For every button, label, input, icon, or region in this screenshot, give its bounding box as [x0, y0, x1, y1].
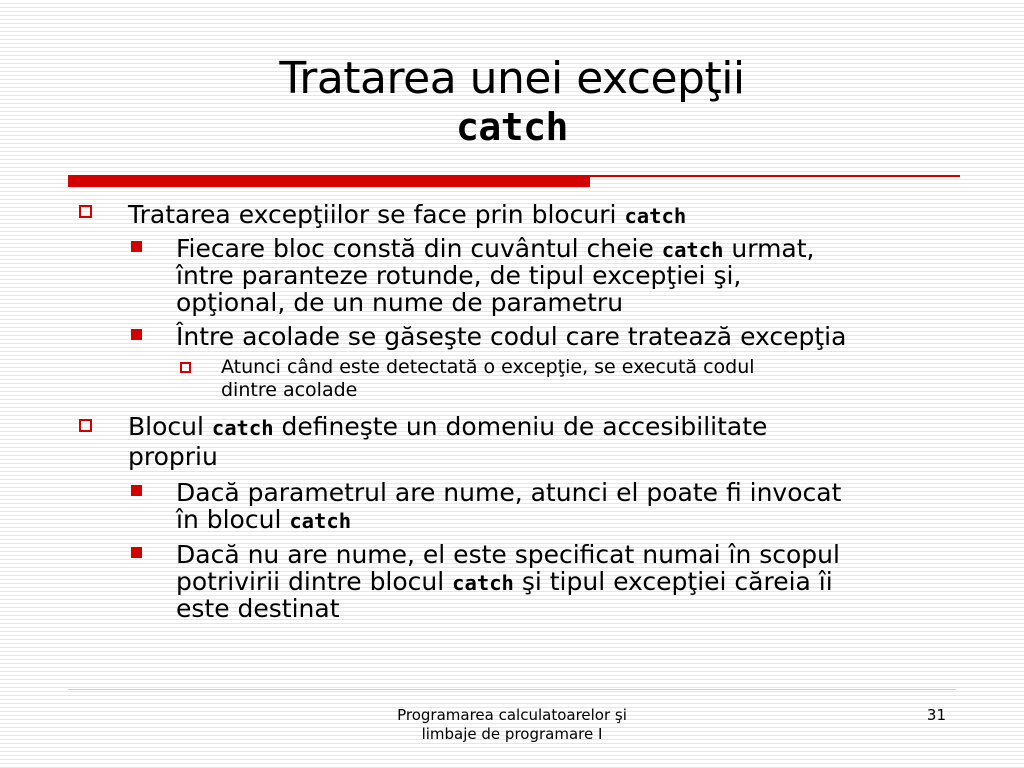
bullet-2-line2: propriu: [128, 442, 218, 471]
page-number: 31: [926, 706, 946, 724]
filled-square-bullet-icon: [131, 329, 142, 340]
bullet-1-1-code: catch: [661, 238, 724, 262]
bullet-1-1: [176, 235, 815, 264]
bullet-2-2-line3: este destinat: [176, 594, 340, 623]
footer-text: [344, 706, 680, 744]
hollow-square-bullet-icon: [180, 362, 191, 373]
title-line1: Tratarea unei excepţii: [279, 53, 745, 104]
bullet-1-1-line3: opţional, de un nume de parametru: [176, 288, 624, 317]
slide-title: [0, 52, 1024, 148]
bullet-2-2-line2: [176, 568, 833, 597]
bullet-1-2-1: Atunci când este detectată o excepţie, se execută codul: [221, 356, 755, 378]
bullet-2: [128, 413, 767, 442]
bullet-2-2-text-post: şi tipul excepţiei căreia îi: [513, 567, 833, 596]
title-divider-thick: [68, 175, 590, 187]
bullet-2-2-text: potrivirii dintre blocul: [176, 567, 453, 596]
bullet-1: [128, 201, 686, 230]
filled-square-bullet-icon: [131, 547, 142, 558]
hollow-square-bullet-icon: [79, 419, 92, 432]
hollow-square-bullet-icon: [79, 205, 92, 218]
bullet-1-2-1-line2: dintre acolade: [221, 379, 358, 401]
filled-square-bullet-icon: [131, 485, 142, 496]
bullet-2-1-text: în blocul: [176, 505, 290, 534]
bullet-1-1-line2: între paranteze rotunde, de tipul excepţiei şi,: [176, 261, 742, 290]
bullet-1-code: catch: [624, 204, 687, 228]
bullet-1-1-text-post: urmat,: [723, 234, 815, 263]
bullet-2-2: Dacă nu are nume, el este specificat numai în scopul: [176, 540, 840, 569]
bullet-2-1: Dacă parametrul are nume, atunci el poate fi invocat: [176, 478, 842, 507]
bullet-1-2: Între acolade se găseşte codul care tratează excepţia: [176, 322, 847, 351]
bullet-1-1-text: Fiecare bloc constă din cuvântul cheie: [176, 234, 662, 263]
bullet-2-2-code: catch: [452, 571, 514, 595]
footer-line2: limbaje de programare I: [421, 725, 603, 743]
footer-line1: Programarea calculatoarelor şi: [397, 706, 627, 724]
bullet-2-code: catch: [211, 416, 274, 440]
title-line2-code: catch: [456, 105, 568, 149]
bullet-1-text: Tratarea excepţiilor se face prin blocuri: [128, 200, 625, 229]
bullet-2-1-line2: [176, 506, 351, 535]
bullet-2-1-code: catch: [289, 509, 352, 533]
filled-square-bullet-icon: [131, 241, 142, 252]
footer-divider: [68, 689, 956, 690]
bullet-2-text-post: defineşte un domeniu de accesibilitate: [273, 412, 768, 441]
title-divider-thin: [590, 175, 960, 177]
bullet-2-text: Blocul: [128, 412, 212, 441]
